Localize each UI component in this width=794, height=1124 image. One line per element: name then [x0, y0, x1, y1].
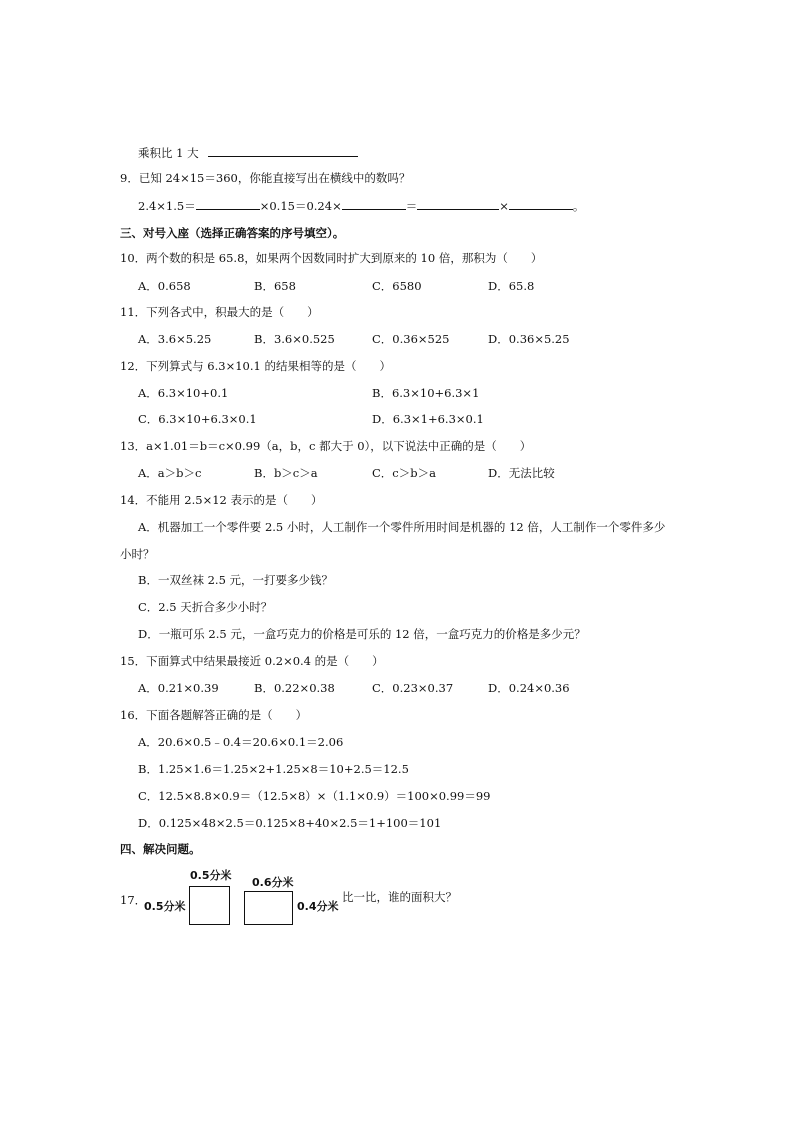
- square-1-top-label: 0.5分米: [190, 869, 232, 882]
- q9-eq-part: ＝: [405, 199, 418, 213]
- q10-option-a[interactable]: A．0.658: [138, 279, 191, 293]
- q17-figure: [120, 862, 360, 934]
- q16-stem: 16．下面各题解答正确的是（ ）: [120, 708, 308, 722]
- q13-option-d[interactable]: D．无法比较: [488, 466, 555, 480]
- q10-option-c[interactable]: C．6580: [372, 279, 422, 293]
- q12-option-b[interactable]: B．6.3×10+6.3×1: [372, 386, 480, 400]
- q13-option-c[interactable]: C．c＞b＞a: [372, 466, 436, 480]
- q9-prompt: 9．已知 24×15＝360，你能直接写出在横线中的数吗？: [120, 171, 411, 185]
- q13-option-b[interactable]: B．b＞c＞a: [254, 466, 318, 480]
- q10-stem: 10．两个数的积是 65.8，如果两个因数同时扩大到原来的 10 倍，那积为（ ）: [120, 251, 543, 265]
- q16-option-a[interactable]: A．20.6×0.5﹣0.4＝20.6×0.1＝2.06: [138, 735, 344, 749]
- q15-stem: 15．下面算式中结果最接近 0.2×0.4 的是（ ）: [120, 654, 384, 668]
- q12-stem: 12．下列算式与 6.3×10.1 的结果相等的是（ ）: [120, 359, 391, 373]
- q11-option-a[interactable]: A．3.6×5.25: [138, 332, 212, 346]
- rectangle-2: [244, 891, 293, 925]
- q14-option-a[interactable]: A．机器加工一个零件要 2.5 小时，人工制作一个零件所用时间是机器的 12 倍，人工制作一个零件多少: [138, 520, 666, 534]
- q12-option-d[interactable]: D．6.3×1+6.3×0.1: [372, 412, 484, 426]
- q11-stem: 11．下列各式中，积最大的是（ ）: [120, 305, 319, 319]
- q13-stem: 13．a×1.01＝b＝c×0.99（a，b，c 都大于 0），以下说法中正确的是（ ）: [120, 439, 532, 453]
- q9-eq-part: ×0.15＝0.24×: [259, 199, 342, 213]
- q17-question: 比一比，谁的面积大？: [342, 890, 457, 904]
- q16-option-d[interactable]: D．0.125×48×2.5＝0.125×8+40×2.5＝1+100＝101: [138, 816, 442, 830]
- q10-option-d[interactable]: D．65.8: [488, 279, 535, 293]
- rectangle-2-top-label: 0.6分米: [252, 876, 294, 889]
- q9-equation: [138, 197, 584, 214]
- q15-option-a[interactable]: A．0.21×0.39: [138, 681, 219, 695]
- q14-option-d[interactable]: D．一瓶可乐 2.5 元，一盒巧克力的价格是可乐的 12 倍，一盒巧克力的价格是多少元？: [138, 627, 586, 641]
- q13-option-a[interactable]: A．a＞b＞c: [138, 466, 202, 480]
- q9-eq-part: ×: [499, 199, 509, 213]
- q14-stem: 14．不能用 2.5×12 表示的是（ ）: [120, 493, 323, 507]
- q15-option-c[interactable]: C．0.23×0.37: [372, 681, 454, 695]
- section-heading-4: 四、解决问题。: [120, 842, 201, 856]
- q15-option-d[interactable]: D．0.24×0.36: [488, 681, 570, 695]
- q16-option-b[interactable]: B．1.25×1.6＝1.25×2+1.25×8＝10+2.5＝12.5: [138, 762, 409, 776]
- q14-option-b[interactable]: B．一双丝袜 2.5 元，一打要多少钱？: [138, 573, 334, 587]
- q15-option-b[interactable]: B．0.22×0.38: [254, 681, 335, 695]
- answer-blank[interactable]: [342, 197, 406, 210]
- section-heading-3: 三、对号入座（选择正确答案的序号填空）。: [120, 226, 345, 240]
- q11-option-d[interactable]: D．0.36×5.25: [488, 332, 570, 346]
- q14-option-c[interactable]: C．2.5 天折合多少小时？: [138, 600, 273, 614]
- answer-blank[interactable]: [196, 197, 260, 210]
- q8-tail-text: 乘积比 1 大: [138, 146, 199, 160]
- q9-eq-part: 2.4×1.5＝: [138, 199, 196, 213]
- q9-eq-part: 。: [572, 199, 585, 213]
- answer-blank[interactable]: [208, 144, 358, 157]
- square-1-side-label: 0.5分米: [144, 900, 186, 913]
- q17-number: 17．: [120, 893, 147, 907]
- square-1: [189, 886, 230, 925]
- q10-option-b[interactable]: B．658: [254, 279, 296, 293]
- answer-blank[interactable]: [417, 197, 499, 210]
- q16-option-c[interactable]: C．12.5×8.8×0.9＝（12.5×8）×（1.1×0.9）＝100×0.99＝99: [138, 789, 491, 803]
- q12-option-a[interactable]: A．6.3×10+0.1: [138, 386, 229, 400]
- answer-blank[interactable]: [509, 197, 573, 210]
- q12-option-c[interactable]: C．6.3×10+6.3×0.1: [138, 412, 257, 426]
- q8-tail-line: [138, 144, 358, 161]
- q11-option-b[interactable]: B．3.6×0.525: [254, 332, 335, 346]
- q11-option-c[interactable]: C．0.36×525: [372, 332, 450, 346]
- rectangle-2-side-label: 0.4分米: [297, 900, 339, 913]
- q14-option-a-cont[interactable]: 小时？: [120, 547, 155, 561]
